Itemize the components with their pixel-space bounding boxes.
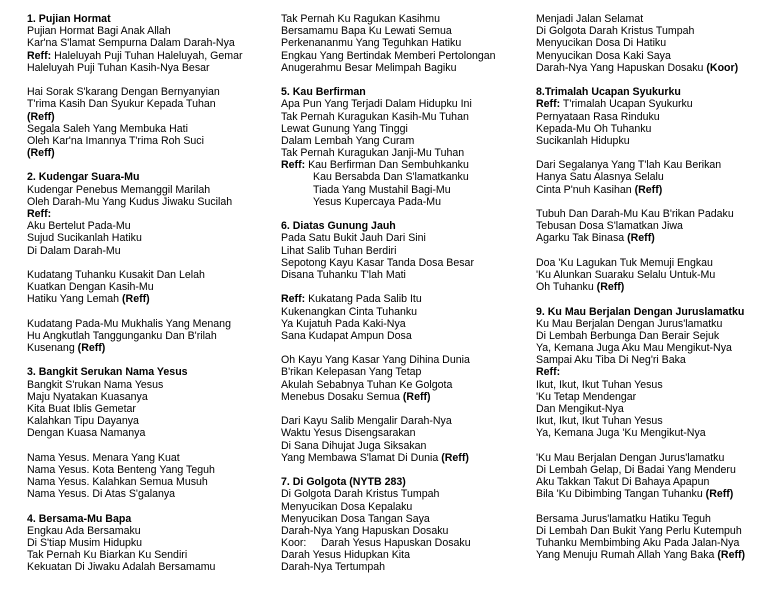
lyric-line: Oh Kayu Yang Kasar Yang Dihina Dunia (281, 354, 470, 367)
lyric-line: Dengan Kuasa Namanya (27, 427, 146, 440)
verse-gap (281, 403, 496, 415)
lyric-line (27, 293, 243, 305)
lyric-line: Bersamamu Bapa Ku Lewati Semua (281, 25, 452, 38)
verse-gap (27, 159, 243, 171)
lyric-line: Hanya Satu Alasnya Selalu (536, 171, 664, 184)
refrain-line (281, 293, 496, 305)
lyric-text: Yang Menuju Rumah Allah Yang Baka (536, 549, 718, 562)
lyric-line (536, 62, 745, 74)
lyric-line: Kalahkan Tipu Dayanya (27, 415, 139, 428)
verse-gap (536, 245, 745, 257)
lyric-line (27, 342, 243, 354)
refrain-line (281, 159, 496, 171)
lyric-line: Doa 'Ku Lagukan Tuk Memuji Engkau (536, 256, 713, 269)
lyric-line (281, 452, 496, 464)
lyric-line: Dari Kayu Salib Mengalir Darah-Nya (281, 415, 452, 428)
lyric-line: Kau Bersabda Dan S'lamatkanku (313, 171, 469, 184)
lyric-line: Tak Pernah Ku Biarkan Ku Sendiri (27, 549, 188, 562)
refrain-marker: Reff: (536, 366, 561, 379)
song-title: 2. Kudengar Suara-Mu (27, 171, 140, 184)
refrain-tag: (Reff) (634, 183, 663, 196)
lyric-text: Darah-Nya Yang Hapuskan Dosaku (536, 61, 707, 74)
lyric-line: Sepotong Kayu Kasar Tanda Dosa Besar (281, 256, 474, 269)
chorus-text: Darah Yesus Hapuskan Dosaku (321, 537, 471, 550)
lyric-line: Di Golgota Darah Kristus Tumpah (281, 488, 440, 501)
refrain-text: T'rimalah Ucapan Syukurku (560, 98, 693, 111)
refrain-label: Reff: (536, 98, 561, 111)
lyric-line: Dari Segalanya Yang T'lah Kau Berikan (536, 159, 722, 172)
refrain-line (536, 98, 745, 110)
lyric-line: Lihat Salib Tuhan Berdiri (281, 244, 397, 257)
refrain-tag: (Koor) (706, 61, 739, 74)
lyric-line: Kita Buat Iblis Gemetar (27, 403, 136, 415)
lyric-line (281, 391, 496, 403)
lyric-line: Tak Pernah Kuragukan Janji-Mu Tuhan (281, 147, 465, 160)
lyric-line: Nama Yesus. Di Atas S'galanya (27, 488, 176, 501)
refrain-tag: (Reff) (402, 390, 431, 403)
song-title: 3. Bangkit Serukan Nama Yesus (27, 366, 188, 379)
chorus-line (281, 537, 496, 549)
lyric-line: T'rima Kasih Dan Syukur Kepada Tuhan (27, 98, 216, 111)
lyric-line: Apa Pun Yang Terjadi Dalam Hidupku Ini (281, 98, 472, 111)
lyric-line: Tiada Yang Mustahil Bagi-Mu (313, 183, 451, 196)
lyric-line: Di Lembah Berbunga Dan Berair Sejuk (536, 329, 720, 342)
verse-gap (536, 74, 745, 86)
lyric-line: Kepada-Mu Oh Tuhanku (536, 122, 652, 135)
lyric-line: Disana Tuhanku T'lah Mati (281, 268, 406, 281)
lyric-text: Bila 'Ku Dibimbing Tangan Tuhanku (536, 488, 706, 501)
lyric-line (536, 488, 745, 500)
lyric-line: Anugerahmu Besar Melimpah Bagiku (281, 61, 457, 74)
song-title: 4. Bersama-Mu Bapa (27, 512, 132, 525)
lyric-line: Sana Kudapat Ampun Dosa (281, 329, 412, 342)
lyric-line: Tebusan Dosa S'lamatkan Jiwa (536, 220, 683, 233)
refrain-tag: (Reff) (717, 549, 746, 562)
lyric-line: Nama Yesus. Kalahkan Semua Musuh (27, 476, 208, 489)
lyric-line: Oleh Kar'na Imannya T'rima Roh Suci (27, 134, 204, 147)
lyric-line: Segala Saleh Yang Membuka Hati (27, 122, 188, 135)
refrain-label: Reff: (281, 159, 306, 172)
refrain-marker: (Reff) (27, 147, 55, 160)
refrain-tag: (Reff) (122, 293, 150, 306)
verse-gap (27, 354, 243, 366)
lyric-line: Engkau Yang Bertindak Memberi Pertolongan (281, 49, 496, 62)
lyric-line: Menjadi Jalan Selamat (536, 13, 644, 25)
lyric-text: Kusenang (27, 342, 78, 355)
refrain-tag: (Reff) (77, 342, 106, 355)
song-title: 8.Trimalah Ucapan Syukurku (536, 86, 681, 99)
refrain-label: Reff: (281, 293, 306, 306)
lyric-line: Perkenananmu Yang Teguhkan Hatiku (281, 37, 462, 50)
lyric-line: Haleluyah Puji Tuhan Kasih-Nya Besar (27, 61, 210, 74)
lyric-line: Kudatang Pada-Mu Mukhalis Yang Menang (27, 317, 231, 330)
lyric-line: Di Lembah Gelap, Di Badai Yang Menderu (536, 463, 736, 476)
lyric-line: Menyucikan Dosa Kaki Saya (536, 49, 671, 62)
lyric-text: Agarku Tak Binasa (536, 232, 628, 245)
song-title: 5. Kau Berfirman (281, 86, 366, 99)
lyric-line: Waktu Yesus Disengsarakan (281, 427, 416, 440)
lyric-line: Tak Pernah Kuragukan Kasih-Mu Tuhan (281, 110, 469, 123)
lyric-line: Ya, Kemana Juga 'Ku Mengikut-Nya (536, 427, 706, 440)
lyric-line: Menyucikan Dosa Di Hatiku (536, 37, 667, 50)
refrain-tag: (Reff) (441, 451, 469, 464)
lyric-line (536, 549, 745, 561)
lyric-line: Nama Yesus. Menara Yang Kuat (27, 451, 180, 464)
lyric-line: 'Ku Mau Berjalan Dengan Jurus'lamatku (536, 451, 725, 464)
lyric-line: 'Ku Alunkan Suaraku Selalu Untuk-Mu (536, 268, 716, 281)
lyric-line: Engkau Ada Bersamaku (27, 524, 141, 537)
refrain-tag: (Reff) (627, 232, 655, 245)
verse-gap (281, 464, 496, 476)
lyric-line: Pujian Hormat Bagi Anak Allah (27, 25, 171, 38)
lyric-line: Ku Mau Berjalan Dengan Jurus'lamatku (536, 317, 723, 330)
lyric-line: Kuatkan Dengan Kasih-Mu (27, 281, 154, 294)
lyric-line: Darah-Nya Yang Hapuskan Dosaku (281, 524, 449, 537)
lyric-line: Aku Bertelut Pada-Mu (27, 220, 131, 233)
lyric-line: Ya, Kemana Juga Aku Mau Mengikut-Nya (536, 342, 732, 355)
lyric-line (536, 184, 745, 196)
verse-gap (536, 501, 745, 513)
lyric-line: Kudengar Penebus Memanggil Marilah (27, 183, 211, 196)
verse-gap (536, 440, 745, 452)
verse-gap (281, 342, 496, 354)
lyric-line: Sampai Aku Tiba Di Neg'ri Baka (536, 354, 686, 367)
verse-gap (27, 74, 243, 86)
lyric-line: Pada Satu Bukit Jauh Dari Sini (281, 232, 426, 245)
lyric-line: B'rikan Kelepasan Yang Tetap (281, 366, 422, 379)
lyric-line (536, 281, 745, 293)
song-title: 9. Ku Mau Berjalan Dengan Juruslamatku (536, 305, 745, 318)
verse-gap (281, 208, 496, 220)
verse-gap (536, 147, 745, 159)
lyric-line: Kekuatan Di Jiwaku Adalah Bersamamu (27, 561, 216, 574)
lyrics-column-1 (27, 13, 243, 574)
lyrics-column-2 (281, 13, 496, 574)
verse-gap (536, 293, 745, 305)
refrain-marker: (Reff) (27, 110, 55, 123)
lyric-text: Yang Membawa S'lamat Di Dunia (281, 451, 442, 464)
lyric-line: Ya Kujatuh Pada Kaki-Nya (281, 317, 406, 330)
lyric-line: Akulah Sebabnya Tuhan Ke Golgota (281, 378, 453, 391)
verse-gap (536, 196, 745, 208)
lyric-line: Maju Nyatakan Kuasanya (27, 390, 148, 403)
lyric-line: Darah-Nya Tertumpah (281, 561, 386, 574)
song-title: 7. Di Golgota (NYTB 283) (281, 476, 406, 489)
refrain-text: Kau Berfirman Dan Sembuhkanku (305, 159, 469, 172)
lyric-line: Tuhanku Membimbing Aku Pada Jalan-Nya (536, 537, 740, 550)
verse-gap (27, 440, 243, 452)
verse-gap (281, 74, 496, 86)
song-title: 6. Diatas Gunung Jauh (281, 220, 396, 233)
refrain-tag: (Reff) (705, 488, 734, 501)
lyric-line: Di Lembah Dan Bukit Yang Perlu Kutempuh (536, 524, 742, 537)
lyric-line: Kar'na S'lamat Sempurna Dalam Darah-Nya (27, 37, 235, 50)
lyric-line: Dalam Lembah Yang Curam (281, 134, 415, 147)
lyric-line: Di Sana Dihujat Juga Siksakan (281, 439, 427, 452)
refrain-marker: Reff: (27, 208, 52, 220)
lyric-line: Darah Yesus Hidupkan Kita (281, 549, 410, 562)
lyric-line: Menyucikan Dosa Tangan Saya (281, 512, 430, 525)
lyrics-column-3 (536, 13, 745, 561)
lyric-line: Kudatang Tuhanku Kusakit Dan Lelah (27, 268, 205, 281)
refrain-label: Reff: (27, 49, 52, 62)
verse-gap (27, 501, 243, 513)
lyric-line: Hu Angkutlah Tanggunganku Dan B'rilah (27, 329, 217, 342)
verse-gap (27, 257, 243, 269)
lyric-line: Di Dalam Darah-Mu (27, 244, 121, 257)
lyric-line: Pernyataan Rasa Rinduku (536, 110, 660, 123)
lyric-line: Di S'tiap Musim Hidupku (27, 537, 143, 550)
lyric-line: Sujud Sucikanlah Hatiku (27, 232, 142, 245)
lyric-line: 'Ku Tetap Mendengar (536, 390, 637, 403)
verse-gap (281, 281, 496, 293)
lyric-line: Tak Pernah Ku Ragukan Kasihmu (281, 13, 440, 25)
lyric-text: Cinta P'nuh Kasihan (536, 183, 635, 196)
lyric-line: Ikut, Ikut, Ikut Tuhan Yesus (536, 415, 663, 428)
lyric-line (536, 232, 745, 244)
refrain-tag: (Reff) (596, 281, 625, 294)
lyric-text: Menebus Dosaku Semua (281, 390, 403, 403)
lyric-line: Bangkit S'rukan Nama Yesus (27, 378, 164, 391)
song-title: 1. Pujian Hormat (27, 13, 111, 25)
lyric-text: Hatiku Yang Lemah (27, 293, 123, 306)
refrain-text: Haleluyah Puji Tuhan Haleluyah, Gemar (51, 49, 243, 62)
refrain-text: Kukatang Pada Salib Itu (305, 293, 422, 306)
lyric-line: Tubuh Dan Darah-Mu Kau B'rikan Padaku (536, 208, 734, 220)
refrain-line (27, 50, 243, 62)
lyric-line: Oleh Darah-Mu Yang Kudus Jiwaku Sucilah (27, 195, 233, 208)
verse-gap (27, 306, 243, 318)
lyric-line: Sucikanlah Hidupku (536, 134, 630, 147)
lyric-text: Oh Tuhanku (536, 281, 597, 294)
lyric-line: Nama Yesus. Kota Benteng Yang Teguh (27, 463, 215, 476)
lyric-line: Menyucikan Dosa Kepalaku (281, 500, 413, 513)
lyric-line: Hai Sorak S'karang Dengan Bernyanyian (27, 86, 220, 99)
lyric-line: Lewat Gunung Yang Tinggi (281, 122, 408, 135)
lyric-line: Di Golgota Darah Kristus Tumpah (536, 25, 695, 38)
lyric-line: Kukenangkan Cinta Tuhanku (281, 305, 418, 318)
lyric-line: Yesus Kupercaya Pada-Mu (313, 195, 441, 208)
chorus-label: Koor: (281, 537, 307, 550)
lyric-line: Ikut, Ikut, Ikut Tuhan Yesus (536, 378, 663, 391)
lyric-line: Aku Takkan Takut Di Bahaya Apapun (536, 476, 710, 489)
lyric-line: Dan Mengikut-Nya (536, 403, 624, 415)
lyric-line: Bersama Jurus'lamatku Hatiku Teguh (536, 512, 711, 525)
